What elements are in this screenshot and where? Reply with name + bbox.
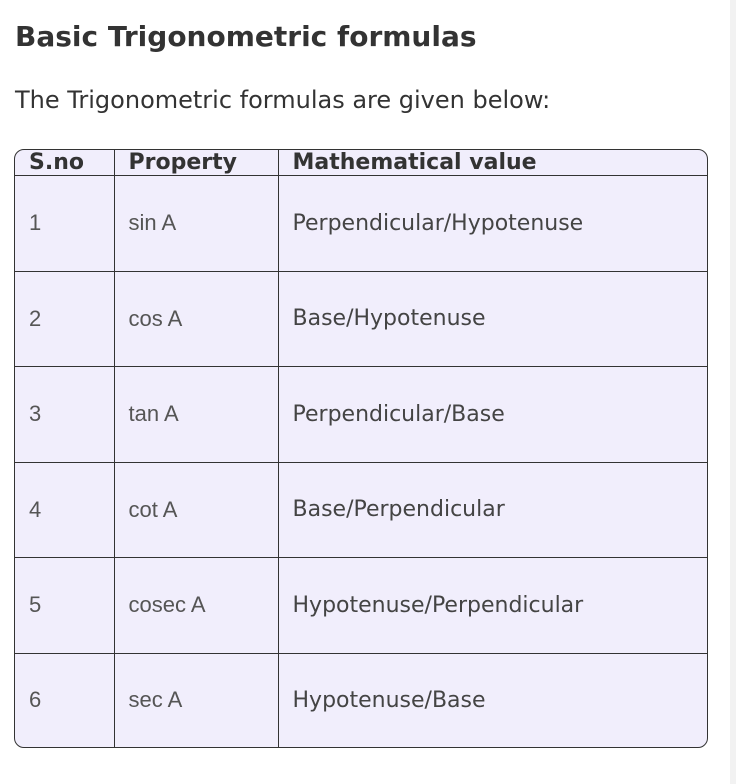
table-row — [15, 176, 707, 272]
table-header-row — [15, 150, 707, 176]
table-row — [15, 653, 707, 747]
cell-mathematical-value: Perpendicular/Hypotenuse — [278, 176, 707, 272]
cell-property: tan A — [114, 367, 278, 463]
cell-mathematical-value: Base/Perpendicular — [278, 462, 707, 558]
table-row — [15, 558, 707, 654]
section-heading: Basic Trigonometric formulas — [15, 20, 477, 53]
cell-sno: 5 — [15, 558, 114, 654]
cell-property: cosec A — [114, 558, 278, 654]
cell-sno: 3 — [15, 367, 114, 463]
header-mathematical-value: Mathematical value — [278, 150, 707, 176]
cell-sno: 2 — [15, 271, 114, 367]
header-property: Property — [114, 150, 278, 176]
table-row — [15, 271, 707, 367]
cell-property: cos A — [114, 271, 278, 367]
cell-sno: 1 — [15, 176, 114, 272]
cell-property: sin A — [114, 176, 278, 272]
formulas-table-container — [14, 149, 708, 748]
page-edge — [730, 0, 736, 784]
header-sno: S.no — [15, 150, 114, 176]
formulas-table — [15, 150, 707, 747]
intro-text: The Trigonometric formulas are given below: — [15, 86, 551, 114]
cell-mathematical-value: Perpendicular/Base — [278, 367, 707, 463]
cell-mathematical-value: Base/Hypotenuse — [278, 271, 707, 367]
table-row — [15, 367, 707, 463]
table-row — [15, 462, 707, 558]
cell-mathematical-value: Hypotenuse/Base — [278, 653, 707, 747]
cell-sno: 4 — [15, 462, 114, 558]
cell-mathematical-value: Hypotenuse/Perpendicular — [278, 558, 707, 654]
cell-property: cot A — [114, 462, 278, 558]
cell-property: sec A — [114, 653, 278, 747]
cell-sno: 6 — [15, 653, 114, 747]
